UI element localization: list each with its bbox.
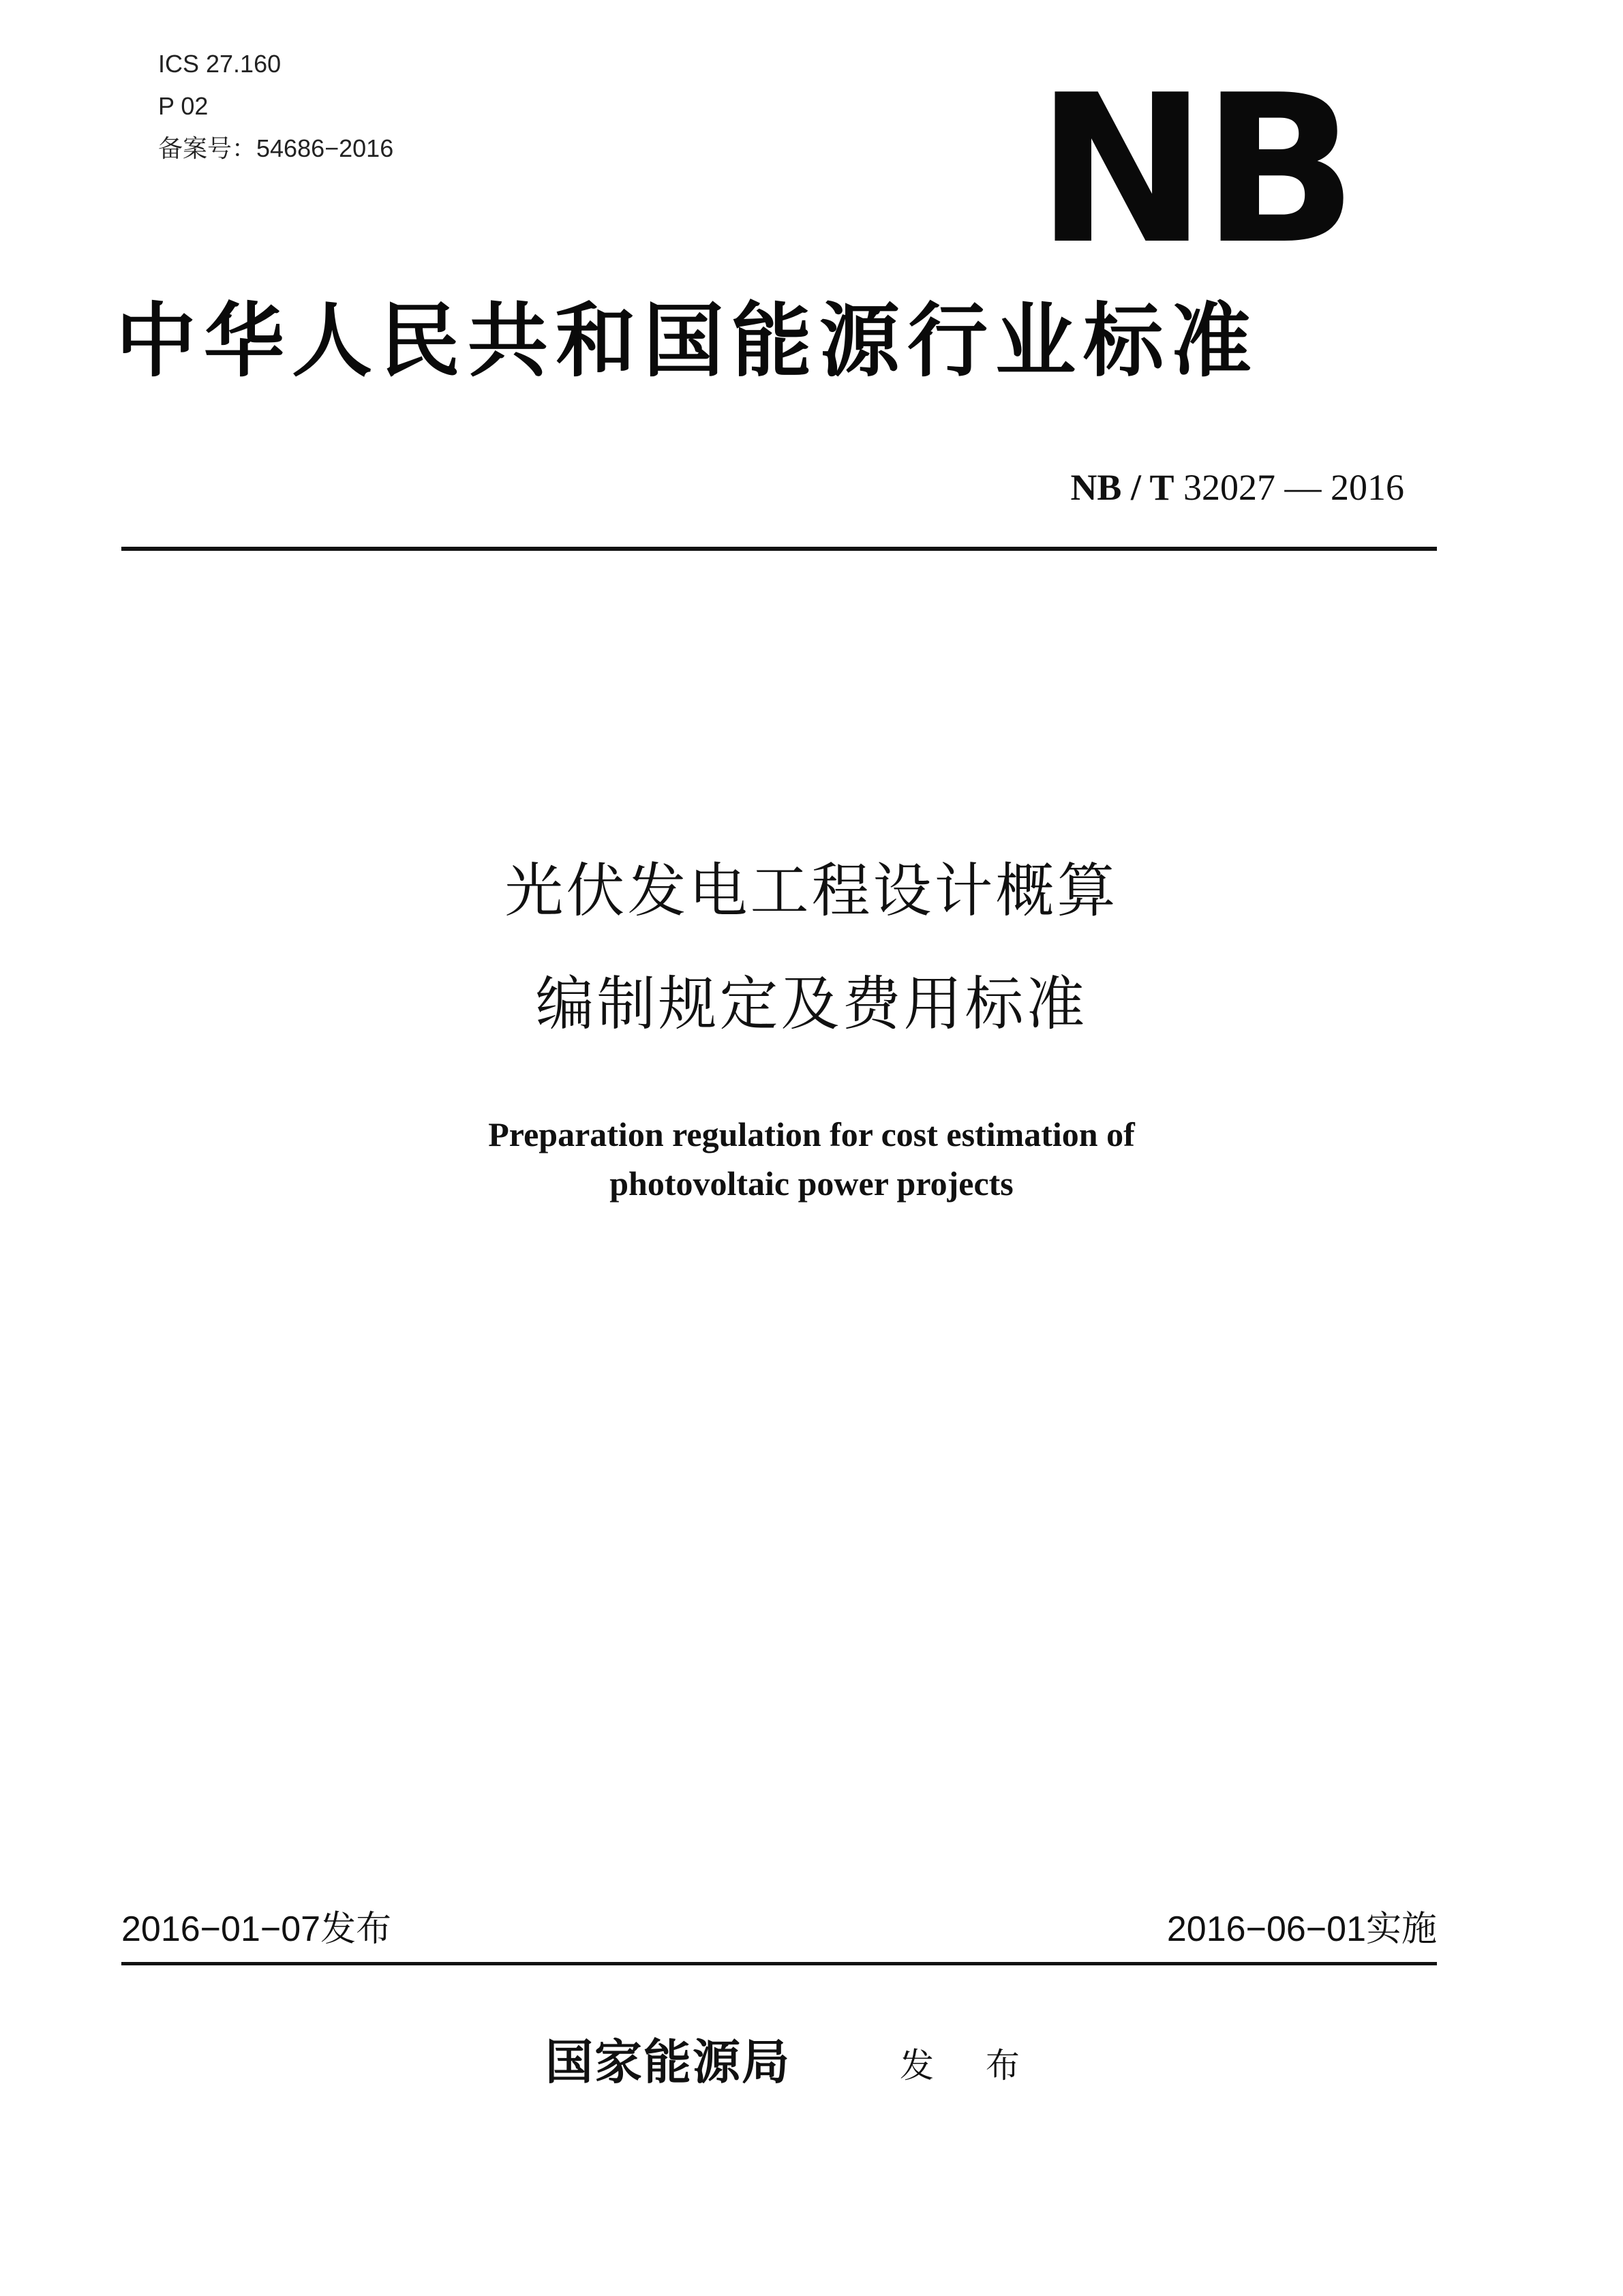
nb-logo: NB [1036,51,1352,289]
standard-number-prefix: NB / T [1070,467,1174,508]
issuer-name: 国家能源局 [545,2034,791,2090]
footer-rule [121,1962,1437,1965]
header-rule [121,547,1437,551]
standard-number [988,464,1404,511]
issue-label: 发 布 [900,2046,1040,2085]
title-cn-line1: 光伏发电工程设计概算 [504,857,1119,925]
ministry-title: 中华人民共和国能源行业标准 [116,294,1260,388]
title-en-line2: photovoltaic power projects [609,1164,1014,1203]
record-number: 备案号：54686−2016 [158,134,394,162]
implementation-date: 2016−06−01实施 [1166,1909,1437,1949]
issue-date: 2016−01−07发布 [121,1909,392,1949]
title-cn-line2: 编制规定及费用标准 [535,970,1088,1038]
classification-code: P 02 [158,92,209,120]
title-en-line1: Preparation regulation for cost estimation of [488,1115,1135,1153]
standard-number-value: 32027 — 2016 [1183,467,1404,508]
ics-code: ICS 27.160 [158,50,282,78]
